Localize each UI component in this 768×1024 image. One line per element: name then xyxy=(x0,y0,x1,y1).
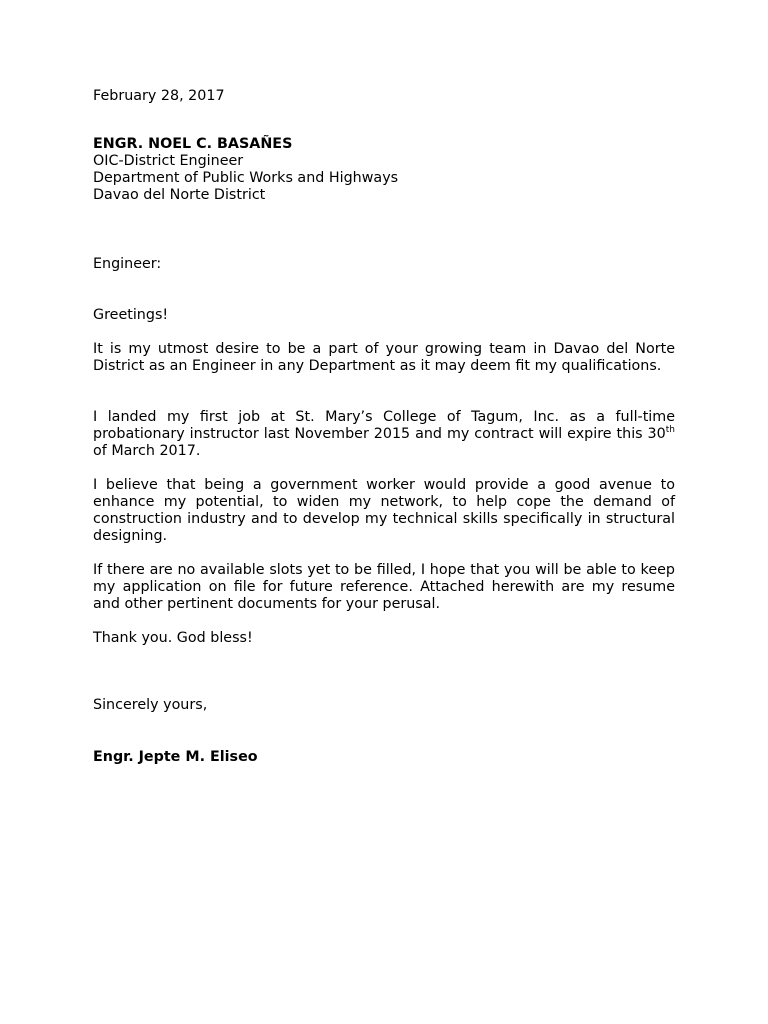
closing: Sincerely yours, xyxy=(93,697,208,713)
thanks-line: Thank you. God bless! xyxy=(93,630,253,646)
ordinal-suffix: th xyxy=(665,425,675,436)
recipient-block xyxy=(93,136,675,204)
recipient-department: Department of Public Works and Highways xyxy=(93,170,399,186)
signatory-name: Engr. Jepte M. Eliseo xyxy=(93,749,258,765)
paragraph-application: If there are no available slots yet to be filled, I hope that you will be able to keep my application on file for future reference. Attached herewith are my resume and other pertinent documents for your perusal. xyxy=(93,562,675,612)
paragraph-government-worker: I believe that being a government worker would provide a good avenue to enhance my potential, to widen my network, to help cope the demand of construction industry and to develop my technical skills specifically in structural designing. xyxy=(93,477,675,544)
salutation: Engineer: xyxy=(93,256,162,272)
recipient-title: OIC-District Engineer xyxy=(93,153,244,169)
letter-date: February 28, 2017 xyxy=(93,88,225,104)
paragraph-first-job-end: of March 2017. xyxy=(93,443,201,459)
recipient-district: Davao del Norte District xyxy=(93,187,266,203)
recipient-name: ENGR. NOEL C. BASAÑES xyxy=(93,136,293,152)
paragraph-desire: It is my utmost desire to be a part of your growing team in Davao del Norte District as an Engineer in any Department as it may deem fit my qualifications. xyxy=(93,341,675,374)
paragraph-first-job-text: I landed my first job at St. Mary’s College of Tagum, Inc. as a full-time probationary instructor last November 2015 and my contract will expire this 30 xyxy=(93,409,675,442)
greeting: Greetings! xyxy=(93,307,169,323)
paragraph-first-job xyxy=(93,409,675,460)
